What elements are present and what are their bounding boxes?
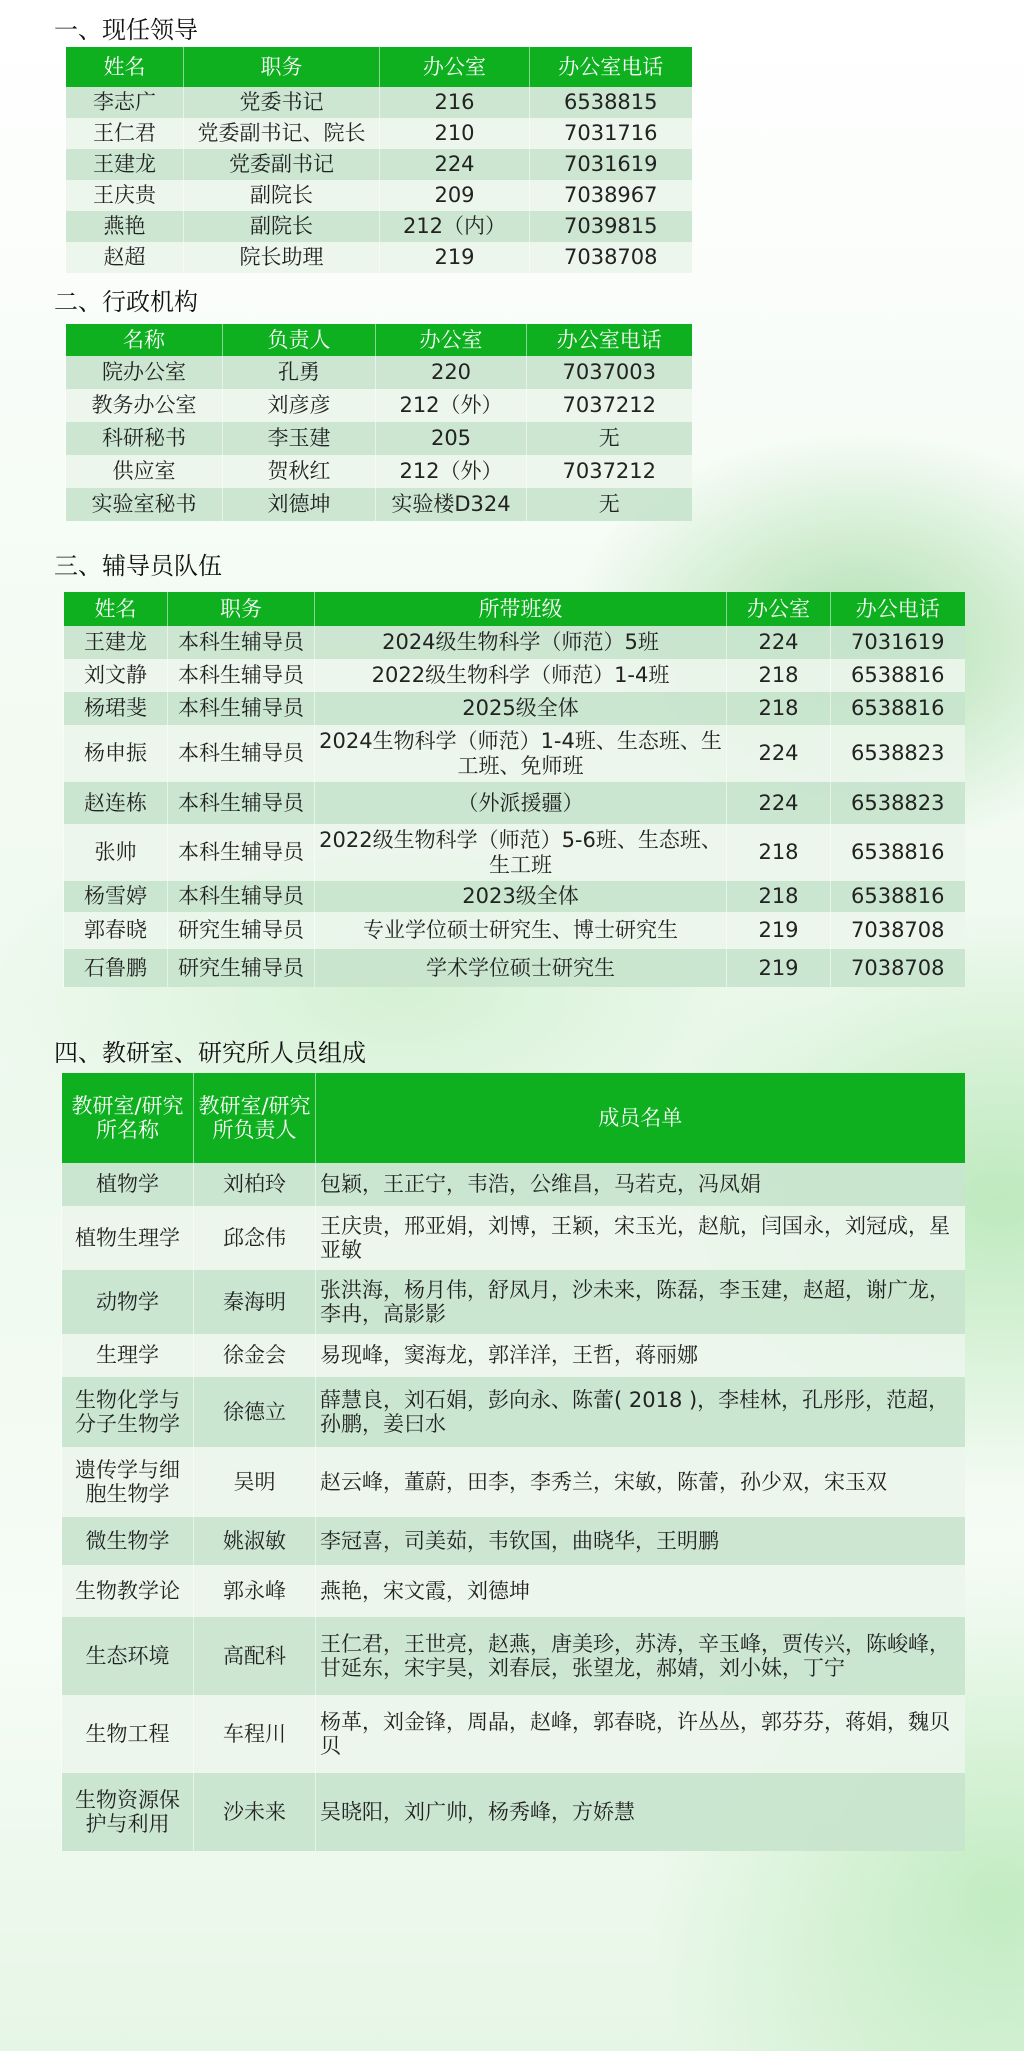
- table-cell: 生理学: [62, 1334, 194, 1377]
- table-cell: 王仁君，王世亮，赵燕，唐美珍，苏涛，辛玉峰，贾传兴，陈峻峰，甘延东，宋宇昊，刘春辰，张望龙，郝婧，刘小妹，丁宁: [316, 1617, 965, 1695]
- table-cell: 7038708: [530, 242, 692, 273]
- table-header-row: [62, 1073, 965, 1163]
- table-row: [62, 1377, 965, 1447]
- column-header: 办公室: [380, 47, 530, 87]
- table-cell: 6538823: [831, 725, 965, 782]
- table-cell: 秦海明: [194, 1270, 316, 1334]
- table-cell: 生物工程: [62, 1695, 194, 1773]
- table-cell: 6538816: [831, 692, 965, 725]
- table-cell: 224: [727, 626, 831, 659]
- leaders-table: [65, 47, 692, 273]
- table-cell: 本科生辅导员: [168, 824, 315, 881]
- table-cell: 姚淑敏: [194, 1517, 316, 1565]
- table-cell: 郭春晓: [64, 912, 168, 949]
- table-cell: 224: [380, 149, 530, 180]
- table-cell: 实验室秘书: [66, 488, 223, 521]
- table-cell: 7037212: [527, 455, 692, 488]
- table-cell: 教务办公室: [66, 389, 223, 422]
- table-cell: 贺秋红: [223, 455, 376, 488]
- table-cell: 杨申振: [64, 725, 168, 782]
- section-title-research: 四、教研室、研究所人员组成: [54, 1039, 366, 1067]
- table-row: [62, 1773, 965, 1851]
- counselors-table-body: [64, 592, 965, 987]
- table-cell: 7038967: [530, 180, 692, 211]
- table-row: [66, 211, 692, 242]
- table-cell: 院长助理: [184, 242, 380, 273]
- table-header-row: [66, 324, 692, 356]
- table-row: [64, 881, 965, 912]
- table-cell: 院办公室: [66, 356, 223, 389]
- table-cell: 210: [380, 118, 530, 149]
- table-cell: 212（内）: [380, 211, 530, 242]
- table-cell: 吴晓阳，刘广帅，杨秀峰，方娇慧: [316, 1773, 965, 1851]
- table-cell: 植物生理学: [62, 1206, 194, 1270]
- table-cell: 7031619: [530, 149, 692, 180]
- table-cell: 212（外）: [376, 389, 527, 422]
- table-row: [66, 356, 692, 389]
- table-cell: 2022级生物科学（师范）5-6班、生态班、生工班: [315, 824, 727, 881]
- table-cell: 218: [727, 659, 831, 692]
- column-header: 姓名: [64, 592, 168, 626]
- table-cell: 216: [380, 87, 530, 118]
- column-header: 所带班级: [315, 592, 727, 626]
- table-cell: 徐德立: [194, 1377, 316, 1447]
- table-cell: 研究生辅导员: [168, 949, 315, 987]
- table-cell: 王建龙: [64, 626, 168, 659]
- table-row: [66, 488, 692, 521]
- table-cell: 7038708: [831, 912, 965, 949]
- table-row: [64, 626, 965, 659]
- table-cell: 7038708: [831, 949, 965, 987]
- table-cell: 燕艳: [66, 211, 184, 242]
- table-cell: 219: [380, 242, 530, 273]
- table-cell: 6538816: [831, 659, 965, 692]
- table-cell: 212（外）: [376, 455, 527, 488]
- table-cell: 219: [727, 949, 831, 987]
- table-cell: 2024级生物科学（师范）5班: [315, 626, 727, 659]
- table-row: [62, 1334, 965, 1377]
- table-cell: 生态环境: [62, 1617, 194, 1695]
- table-row: [64, 782, 965, 824]
- table-header-row: [66, 47, 692, 87]
- table-cell: 王仁君: [66, 118, 184, 149]
- table-row: [66, 422, 692, 455]
- column-header: 教研室/研究所名称: [62, 1073, 194, 1163]
- table-cell: 王庆贵，邢亚娟，刘博，王颖，宋玉光，赵航，闫国永，刘冠成，星亚敏: [316, 1206, 965, 1270]
- table-cell: 6538815: [530, 87, 692, 118]
- table-cell: 218: [727, 881, 831, 912]
- table-cell: 吴明: [194, 1447, 316, 1517]
- table-cell: 学术学位硕士研究生: [315, 949, 727, 987]
- admin-table: [65, 324, 692, 521]
- table-cell: 无: [527, 488, 692, 521]
- table-row: [64, 949, 965, 987]
- table-cell: 科研秘书: [66, 422, 223, 455]
- table-cell: 6538816: [831, 881, 965, 912]
- table-row: [66, 455, 692, 488]
- table-cell: 2025级全体: [315, 692, 727, 725]
- table-cell: 实验楼D324: [376, 488, 527, 521]
- table-cell: 205: [376, 422, 527, 455]
- table-cell: 224: [727, 725, 831, 782]
- column-header: 办公室电话: [530, 47, 692, 87]
- section-title-admin: 二、行政机构: [54, 288, 198, 316]
- table-row: [62, 1163, 965, 1206]
- table-cell: 2023级全体: [315, 881, 727, 912]
- table-cell: （外派援疆）: [315, 782, 727, 824]
- table-row: [62, 1565, 965, 1617]
- table-cell: 7031619: [831, 626, 965, 659]
- table-cell: 7037212: [527, 389, 692, 422]
- table-cell: 杨革，刘金锋，周晶，赵峰，郭春晓，许丛丛，郭芬芬，蒋娟，魏贝贝: [316, 1695, 965, 1773]
- table-cell: 生物教学论: [62, 1565, 194, 1617]
- table-cell: 6538816: [831, 824, 965, 881]
- table-row: [62, 1617, 965, 1695]
- table-row: [66, 180, 692, 211]
- table-row: [62, 1447, 965, 1517]
- table-cell: 专业学位硕士研究生、博士研究生: [315, 912, 727, 949]
- table-cell: 邱念伟: [194, 1206, 316, 1270]
- table-cell: 易现峰，窦海龙，郭洋洋，王哲，蒋丽娜: [316, 1334, 965, 1377]
- table-cell: 李玉建: [223, 422, 376, 455]
- table-row: [62, 1517, 965, 1565]
- table-cell: 王庆贵: [66, 180, 184, 211]
- table-cell: 党委书记: [184, 87, 380, 118]
- column-header: 职务: [168, 592, 315, 626]
- table-cell: 李志广: [66, 87, 184, 118]
- table-cell: 218: [727, 692, 831, 725]
- column-header: 负责人: [223, 324, 376, 356]
- table-row: [62, 1270, 965, 1334]
- table-cell: 2024生物科学（师范）1-4班、生态班、生工班、免师班: [315, 725, 727, 782]
- table-row: [64, 659, 965, 692]
- table-cell: 张洪海，杨月伟，舒凤月，沙未来，陈磊，李玉建，赵超，谢广龙，李冉，高影影: [316, 1270, 965, 1334]
- column-header: 教研室/研究所负责人: [194, 1073, 316, 1163]
- research-table: [61, 1073, 965, 1851]
- table-row: [64, 725, 965, 782]
- table-cell: 2022级生物科学（师范）1-4班: [315, 659, 727, 692]
- table-row: [64, 692, 965, 725]
- table-cell: 微生物学: [62, 1517, 194, 1565]
- table-cell: 7039815: [530, 211, 692, 242]
- table-cell: 218: [727, 824, 831, 881]
- table-cell: 209: [380, 180, 530, 211]
- table-cell: 219: [727, 912, 831, 949]
- table-cell: 赵连栋: [64, 782, 168, 824]
- table-cell: 本科生辅导员: [168, 782, 315, 824]
- table-cell: 生物化学与分子生物学: [62, 1377, 194, 1447]
- column-header: 姓名: [66, 47, 184, 87]
- table-cell: 薛慧良，刘石娟，彭向永、陈蕾( 2018 )，李桂林，孔彤彤，范超，孙鹏，姜曰水: [316, 1377, 965, 1447]
- table-cell: 无: [527, 422, 692, 455]
- table-cell: 7037003: [527, 356, 692, 389]
- table-row: [66, 242, 692, 273]
- table-cell: 本科生辅导员: [168, 881, 315, 912]
- table-cell: 石鲁鹏: [64, 949, 168, 987]
- table-cell: 张帅: [64, 824, 168, 881]
- table-row: [62, 1695, 965, 1773]
- table-row: [64, 824, 965, 881]
- table-cell: 刘柏玲: [194, 1163, 316, 1206]
- column-header: 办公电话: [831, 592, 965, 626]
- table-cell: 孔勇: [223, 356, 376, 389]
- table-cell: 燕艳，宋文霞，刘德坤: [316, 1565, 965, 1617]
- column-header: 名称: [66, 324, 223, 356]
- table-cell: 224: [727, 782, 831, 824]
- table-cell: 刘德坤: [223, 488, 376, 521]
- counselors-table: [63, 592, 965, 987]
- table-cell: 研究生辅导员: [168, 912, 315, 949]
- table-cell: 本科生辅导员: [168, 692, 315, 725]
- table-cell: 徐金会: [194, 1334, 316, 1377]
- column-header: 办公室: [727, 592, 831, 626]
- table-header-row: [64, 592, 965, 626]
- table-cell: 遗传学与细胞生物学: [62, 1447, 194, 1517]
- table-row: [64, 912, 965, 949]
- table-cell: 本科生辅导员: [168, 626, 315, 659]
- table-cell: 包颖，王正宁，韦浩，公维昌，马若克，冯凤娟: [316, 1163, 965, 1206]
- table-cell: 高配科: [194, 1617, 316, 1695]
- table-cell: 党委副书记、院长: [184, 118, 380, 149]
- table-row: [66, 87, 692, 118]
- admin-table-body: [66, 324, 692, 521]
- table-cell: 供应室: [66, 455, 223, 488]
- table-row: [62, 1206, 965, 1270]
- section-title-counselors: 三、辅导员队伍: [54, 552, 222, 580]
- table-cell: 刘文静: [64, 659, 168, 692]
- column-header: 办公室: [376, 324, 527, 356]
- table-cell: 本科生辅导员: [168, 725, 315, 782]
- table-cell: 车程川: [194, 1695, 316, 1773]
- table-row: [66, 118, 692, 149]
- table-cell: 李冠喜，司美茹，韦钦国，曲晓华，王明鹏: [316, 1517, 965, 1565]
- table-cell: 生物资源保护与利用: [62, 1773, 194, 1851]
- section-title-leaders: 一、现任领导: [54, 16, 198, 44]
- column-header: 办公室电话: [527, 324, 692, 356]
- table-cell: 本科生辅导员: [168, 659, 315, 692]
- table-cell: 郭永峰: [194, 1565, 316, 1617]
- leaders-table-body: [66, 47, 692, 273]
- table-cell: 副院长: [184, 180, 380, 211]
- table-cell: 杨雪婷: [64, 881, 168, 912]
- table-cell: 6538823: [831, 782, 965, 824]
- column-header: 职务: [184, 47, 380, 87]
- table-cell: 刘彦彦: [223, 389, 376, 422]
- table-cell: 王建龙: [66, 149, 184, 180]
- table-cell: 党委副书记: [184, 149, 380, 180]
- research-table-body: [62, 1073, 965, 1851]
- table-cell: 副院长: [184, 211, 380, 242]
- table-row: [66, 389, 692, 422]
- table-row: [66, 149, 692, 180]
- table-cell: 植物学: [62, 1163, 194, 1206]
- table-cell: 赵云峰，董蔚，田李，李秀兰，宋敏，陈蕾，孙少双，宋玉双: [316, 1447, 965, 1517]
- table-cell: 赵超: [66, 242, 184, 273]
- column-header: 成员名单: [316, 1073, 965, 1163]
- table-cell: 220: [376, 356, 527, 389]
- table-cell: 7031716: [530, 118, 692, 149]
- table-cell: 杨珺斐: [64, 692, 168, 725]
- table-cell: 动物学: [62, 1270, 194, 1334]
- table-cell: 沙未来: [194, 1773, 316, 1851]
